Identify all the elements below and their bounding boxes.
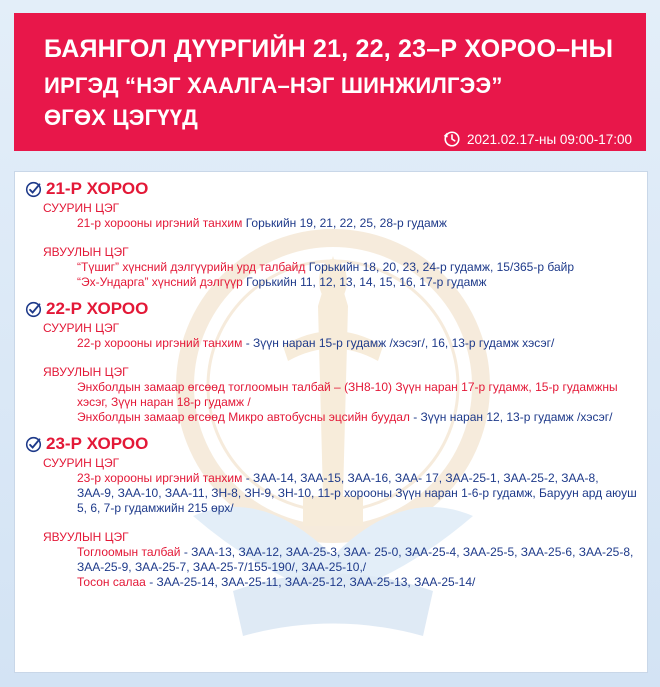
check-circle-icon [25,181,42,198]
section-22-khoroo [25,298,637,425]
item-detail: - Зүүн наран 12, 13-р гудамж /хэсэг/ [409,410,613,424]
check-circle-icon [25,301,42,318]
list-item [77,380,637,410]
item-detail: - ЗАА-14, ЗАА-15, ЗАА-16, ЗАА- 17, ЗАА-25-1, ЗАА-25-2, ЗАА-8, ЗАА-9, ЗАА-10, ЗАА-11, ЗН-8, ЗН-9, ЗН-10, 11-р хорооны Зүүн наран 1-6-р гудамж, Баруун ард аюуш 5, 6, 7-р гудамжийн 215 өрх/ [77,471,637,515]
item-place: 22-р хорооны иргэний танхим [77,336,243,350]
datetime-text: 2021.02.17-ны 09:00-17:00 [466,131,632,147]
item-detail: Горькийн 18, 20, 23, 24-р гудамж, 15/365-р байр [305,260,574,274]
list-item [77,260,637,275]
mobile-point-label: ЯВУУЛЫН ЦЭГ [43,365,129,379]
section-heading [25,433,637,455]
item-place: Тосон салаа [77,575,146,589]
item-place: “Түшиг” хүнсний дэлгүүрийн урд талбайд [77,260,306,274]
item-detail: - Зүүн наран 15-р гудамж /хэсэг/, 16, 13-р гудамж хэсэг/ [242,336,555,350]
list-item [77,545,637,575]
locations-card [14,171,648,673]
list-item [77,575,637,590]
title-banner [14,13,646,151]
mobile-point-label: ЯВУУЛЫН ЦЭГ [43,245,129,259]
item-detail: Горькийн 19, 21, 22, 25, 28-р гудамж [242,216,447,230]
list-item [77,275,637,290]
title-line-3: ӨГӨХ ЦЭГҮҮД [44,105,199,130]
list-item [77,216,637,231]
item-place: 21-р хорооны иргэний танхим [77,216,243,230]
title-line-1: БАЯНГОЛ ДҮҮРГИЙН 21, 22, 23–Р ХОРОО–НЫ [44,35,614,63]
title-line-2: ИРГЭД “НЭГ ХААЛГА–НЭГ ШИНЖИЛГЭЭ” [44,73,503,98]
section-title: 22-Р ХОРОО [46,299,149,318]
item-detail: Горькийн 11, 12, 13, 14, 15, 16, 17-р гудамж [242,275,487,289]
item-place: Энхболдын замаар өгсөөд тоглоомын талбай – (ЗН8-10) Зүүн наран 17-р гудамж, 15-р гудамжны хэсэг, Зүүн наран 18-р гудамж / [77,380,618,409]
item-place: Энхболдын замаар өгсөөд Микро автобусны эцсийн буудал [77,410,410,424]
section-heading [25,178,637,200]
section-title: 21-Р ХОРОО [46,179,149,198]
section-21-khoroo [25,178,637,290]
mobile-point-label: ЯВУУЛЫН ЦЭГ [43,530,129,544]
list-item [77,410,637,425]
item-place: “Эх-Ундарга” хүнсний дэлгүүр [77,275,243,289]
check-circle-icon [25,436,42,453]
section-23-khoroo [25,433,637,590]
item-place: Тоглоомын талбай [77,545,181,559]
locations-list [25,178,637,598]
schedule-datetime [443,130,632,148]
stationary-point-label: СУУРИН ЦЭГ [43,456,120,470]
section-heading [25,298,637,320]
list-item [77,471,637,516]
item-place: 23-р хорооны иргэний танхим [77,471,243,485]
item-detail: - ЗАА-25-14, ЗАА-25-11, ЗАА-25-12, ЗАА-25-13, ЗАА-25-14/ [145,575,476,589]
stationary-point-label: СУУРИН ЦЭГ [43,321,120,335]
stationary-point-label: СУУРИН ЦЭГ [43,201,120,215]
list-item [77,336,637,351]
section-title: 23-Р ХОРОО [46,434,149,453]
clock-icon [443,130,461,148]
item-detail: - ЗАА-13, ЗАА-12, ЗАА-25-3, ЗАА- 25-0, ЗАА-25-4, ЗАА-25-5, ЗАА-25-6, ЗАА-25-8, ЗАА-25-9, ЗАА-25-7, ЗАА-25-7/155-190/, ЗАА-25-10,/ [77,545,634,574]
